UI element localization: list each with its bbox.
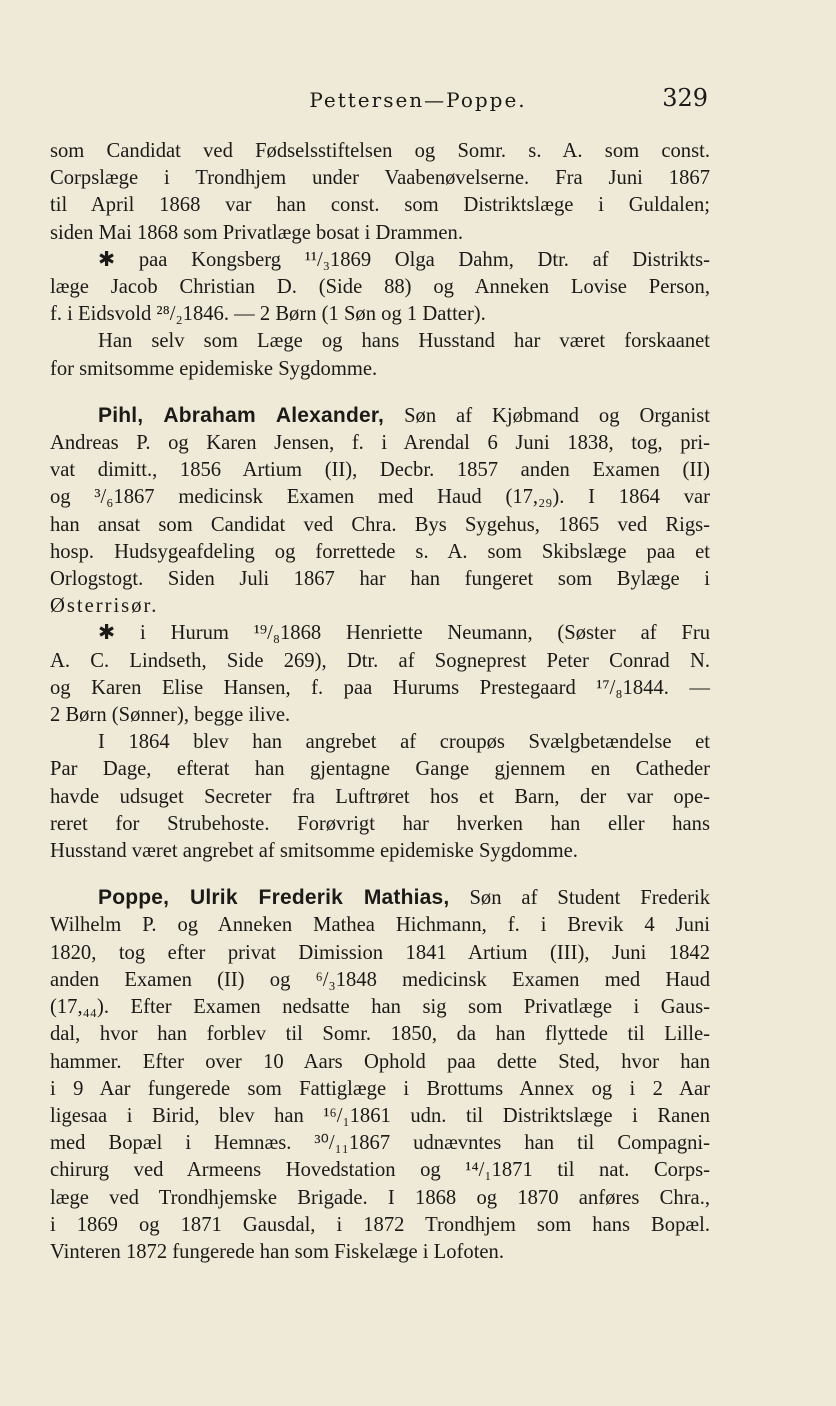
text-line: anden Examen (II) og ⁶/₃1848 medicinsk Examen med Haud <box>50 968 710 991</box>
text-line: som Candidat ved Fødselsstiftelsen og Somr. s. A. som const. <box>50 140 710 162</box>
body-text <box>50 138 710 1266</box>
text-line: Wilhelm P. og Anneken Mathea Hichmann, f. i Brevik 4 Juni <box>50 914 710 937</box>
text-line: reret for Strubehoste. Forøvrigt har hverken han eller hans <box>50 812 710 835</box>
marriage-line: ✱ paa Kongsberg ¹¹/₃1869 Olga Dahm, Dtr. af Distrikts- <box>98 248 710 271</box>
entry-first-line-text: Søn af Student Frederik <box>469 887 711 910</box>
text-line: Andreas P. og Karen Jensen, f. i Arendal 6 Juni 1838, tog, pri- <box>50 432 710 455</box>
text-line: chirurg ved Armeens Hovedstation og ¹⁴/₁1871 til nat. Corps- <box>50 1159 710 1182</box>
text-line: læge ved Trondhjemske Brigade. I 1868 og 1870 anføres Chra., <box>50 1186 710 1209</box>
entry-pettersen-continuation <box>50 138 710 383</box>
text-line: 2 Børn (Sønner), begge ilive. <box>50 704 291 727</box>
text-line: i 1869 og 1871 Gausdal, i 1872 Trondhjem som hans Bopæl. <box>50 1213 710 1236</box>
text-line: siden Mai 1868 som Privatlæge bosat i Drammen. <box>50 221 463 244</box>
text-line: Østerrisør. <box>50 595 159 618</box>
text-line: Han selv som Læge og hans Husstand har været forskaanet <box>98 330 710 353</box>
text-line: ligesaa i Birid, blev han ¹⁶/₁1861 udn. til Distriktslæge i Ranen <box>50 1104 710 1127</box>
text-line: og ³/₆1867 medicinsk Examen med Haud (17,₂₉). I 1864 var <box>50 486 710 509</box>
text-line: (17,₄₄). Efter Examen nedsatte han sig som Privatlæge i Gaus- <box>50 996 710 1019</box>
text-line: vat dimitt., 1856 Artium (II), Decbr. 1857 anden Examen (II) <box>50 459 710 482</box>
text-line: han ansat som Candidat ved Chra. Bys Sygehus, 1865 ved Rigs- <box>50 513 710 536</box>
text-line: Corpslæge i Trondhjem under Vaabenøvelserne. Fra Juni 1867 <box>50 167 710 190</box>
text-line: med Bopæl i Hemnæs. ³⁰/₁₁1867 udnævntes han til Compagni- <box>50 1132 710 1155</box>
text-line: I 1864 blev han angrebet af croupøs Svælgbetændelse et <box>98 731 710 754</box>
entry-first-line-text: Søn af Kjøbmand og Organist <box>404 404 710 427</box>
text-line: i 9 Aar fungerede som Fattiglæge i Brottums Annex og i 2 Aar <box>50 1077 710 1100</box>
entry-first-line <box>50 402 710 430</box>
text-line: 1820, tog efter privat Dimission 1841 Artium (III), Juni 1842 <box>50 941 710 964</box>
entry-first-line <box>50 884 710 912</box>
text-line: havde udsuget Secreter fra Luftrøret hos et Barn, der var ope- <box>50 785 710 808</box>
text-line: dal, hvor han forblev til Somr. 1850, da han flyttede til Lille- <box>50 1023 710 1046</box>
text-line: og Karen Elise Hansen, f. paa Hurums Prestegaard ¹⁷/₈1844. — <box>50 676 710 699</box>
text-line: Par Dage, efterat han gjentagne Gange gjennem en Catheder <box>50 758 710 781</box>
text-line: hosp. Hudsygeafdeling og forrettede s. A. som Skibslæge paa et <box>50 540 710 563</box>
marriage-line: ✱ i Hurum ¹⁹/₈1868 Henriette Neumann, (Søster af Fru <box>98 622 710 645</box>
entry-name: Poppe, Ulrik Frederik Mathias, <box>98 886 450 910</box>
entry-name: Pihl, Abraham Alexander, <box>98 403 385 427</box>
text-line: A. C. Lindseth, Side 269), Dtr. af Sogneprest Peter Conrad N. <box>50 649 710 672</box>
text-line: læge Jacob Christian D. (Side 88) og Anneken Lovise Person, <box>50 276 710 299</box>
text-line: til April 1868 var han const. som Distriktslæge i Guldalen; <box>50 194 710 217</box>
text-line: Husstand været angrebet af smitsomme epidemiske Sygdomme. <box>50 840 578 863</box>
text-line: hammer. Efter over 10 Aars Ophold paa dette Sted, hvor han <box>50 1050 710 1073</box>
text-line: for smitsomme epidemiske Sygdomme. <box>50 357 378 380</box>
running-header: Pettersen—Poppe. <box>309 88 527 112</box>
text-line: Vinteren 1872 fungerede han som Fiskelæge i Lofoten. <box>50 1240 505 1263</box>
entry-pihl <box>50 402 710 865</box>
text-line: Orlogstogt. Siden Juli 1867 har han fungeret som Bylæge i <box>50 568 710 591</box>
text-line: f. i Eidsvold ²⁸/₂1846. — 2 Børn (1 Søn og 1 Datter). <box>50 303 486 326</box>
page-number: 329 <box>662 84 708 112</box>
entry-poppe <box>50 884 710 1266</box>
